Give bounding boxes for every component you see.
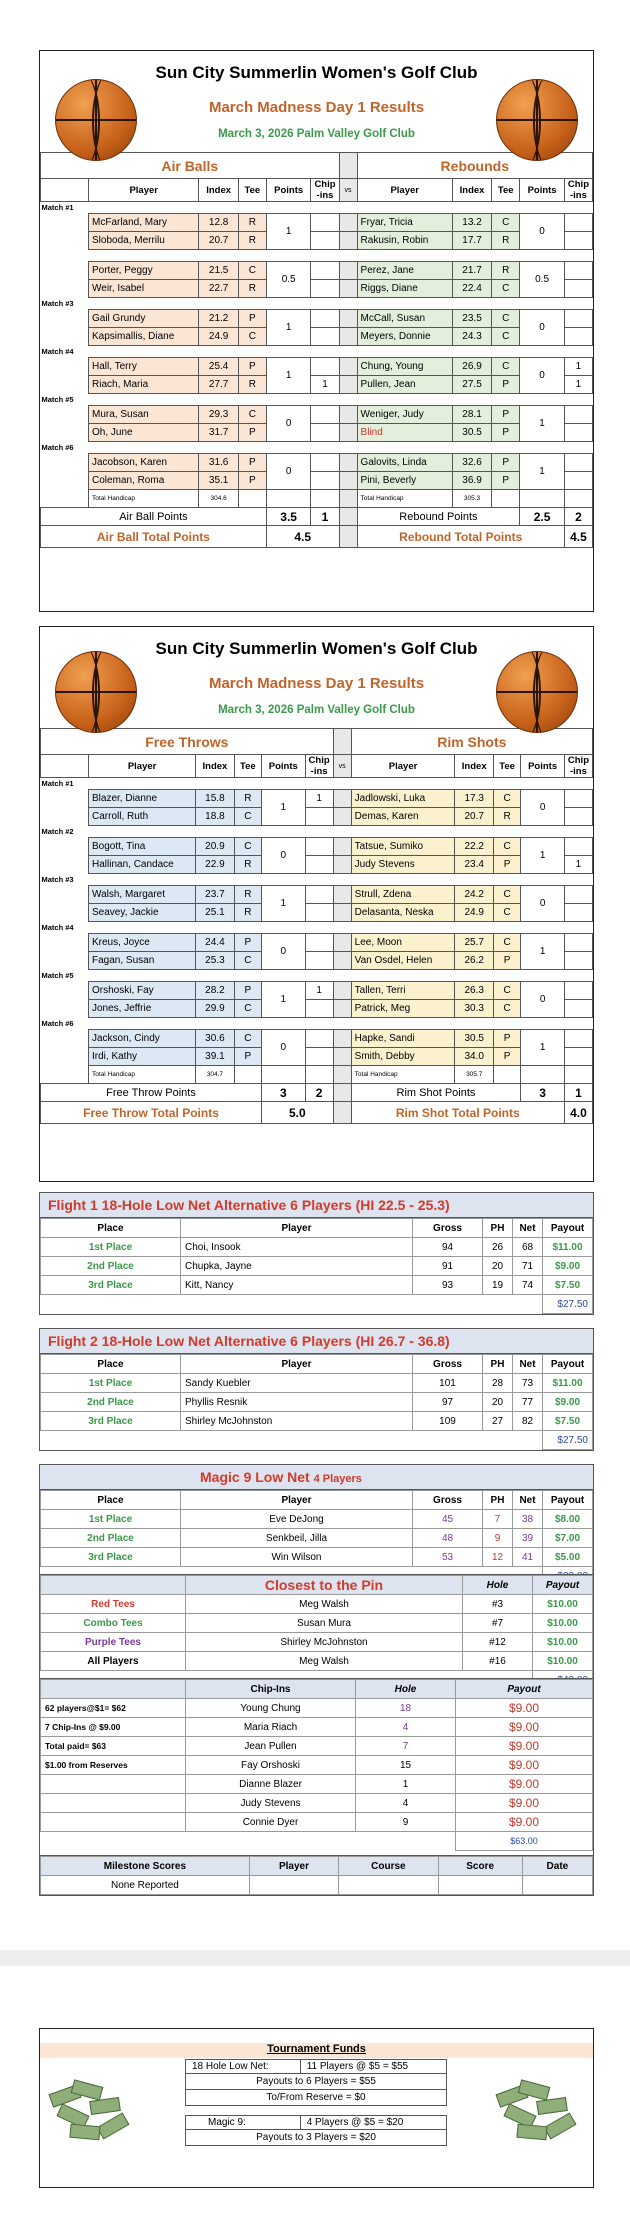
- table-row: 3rd Place Shirley McJohnston 109 27 82 $7.50: [41, 1412, 593, 1431]
- table-row: Weir, Isabel 22.7 R Riggs, Diane 22.4 C: [41, 280, 593, 298]
- match-label: Match #6: [41, 1019, 74, 1028]
- table-row: 1st Place Sandy Kuebler 101 28 73 $11.00: [41, 1374, 593, 1393]
- magic-9-table: Place Player Gross PH Net Payout 1st Place Eve DeJong 45 7 38 $8.00 2nd Place Senkbeil, Jilla 48 9 39 $7.00 3rd Place Win Wilson 53 12 41 $5.00: [40, 1490, 593, 1586]
- table-row: Combo Tees Susan Mura #7 $10.00: [41, 1614, 593, 1633]
- match-label: Match #4: [41, 347, 74, 356]
- table-row: Jackson, Cindy 30.6 C 0 Hapke, Sandi 30.5 P 1: [41, 1030, 593, 1048]
- match-label: Match #6: [41, 443, 74, 452]
- flight-1-panel: [39, 1192, 594, 1315]
- table-row: Mura, Susan 29.3 C 0 Weniger, Judy 28.1 P 1: [41, 406, 593, 424]
- table-row: 2nd Place Chupka, Jayne 91 20 71 $9.00: [41, 1257, 593, 1276]
- table-row: All Players Meg Walsh #16 $10.00: [41, 1652, 593, 1671]
- table-row: Jacobson, Karen 31.6 P 0 Galovits, Linda 32.6 P 1: [41, 454, 593, 472]
- table-row: Jones, Jeffrie 29.9 C Patrick, Meg 30.3 C: [41, 1000, 593, 1018]
- match-label: Match #2: [41, 827, 74, 836]
- table-row: 3rd Place Kitt, Nancy 93 19 74 $7.50: [41, 1276, 593, 1295]
- table-row: Connie Dyer 9 $9.00: [41, 1813, 593, 1832]
- table-row: McFarland, Mary 12.8 R 1 Fryar, Tricia 13.2 C 0: [41, 214, 593, 232]
- flight-2-table: Place Player Gross PH Net Payout 1st Place Sandy Kuebler 101 28 73 $11.00 2nd Place Phyllis Resnik 97 20 77 $9.00 3rd Place Shirley McJohnston 109 27 82 $7.50 $27.50: [40, 1354, 593, 1450]
- milestone-table: Milestone Scores Player Course Score Date None Reported: [40, 1856, 593, 1895]
- table-row: Kreus, Joyce 24.4 P 0 Lee, Moon 25.7 C 1: [41, 934, 593, 952]
- team-left-title: Air Balls: [41, 153, 340, 179]
- funds-title: Tournament Funds: [40, 2043, 593, 2058]
- table-row: $1.00 from Reserves Fay Orshoski 15 $9.00: [41, 1756, 593, 1775]
- table-row: Hall, Terry 25.4 P 1 Chung, Young 26.9 C 0 1: [41, 358, 593, 376]
- table-row: 1st Place Eve DeJong 45 7 38 $8.00: [41, 1510, 593, 1529]
- chipins-panel: [39, 1678, 594, 1864]
- table-row: Dianne Blazer 1 $9.00: [41, 1775, 593, 1794]
- table-row: 62 players@$1= $62 Young Chung 18 $9.00: [41, 1699, 593, 1718]
- match-label: Match #5: [41, 395, 74, 404]
- team-right-title: Rebounds: [357, 153, 592, 179]
- funds-table: 18 Hole Low Net: 11 Players @ $5 = $55 Payouts to 6 Players = $55 To/From Reserve = $0 Magic 9: 4 Players @ $5 = $20 Payouts to 3 Players = $20: [185, 2059, 447, 2146]
- table-row: Walsh, Margaret 23.7 R 1 Strull, Zdena 24.2 C 0: [41, 886, 593, 904]
- table-row: Porter, Peggy 21.5 C 0.5 Perez, Jane 21.7 R 0.5: [41, 262, 593, 280]
- table-row: Orshoski, Fay 28.2 P 1 1 Tallen, Terri 26.3 C 0: [41, 982, 593, 1000]
- table-row: Red Tees Meg Walsh #3 $10.00: [41, 1595, 593, 1614]
- table-row: Blazer, Dianne 15.8 R 1 1 Jadlowski, Luka 17.3 C 0: [41, 790, 593, 808]
- table-row: Riach, Maria 27.7 R 1 Pullen, Jean 27.5 P 1: [41, 376, 593, 394]
- flight-2-panel: [39, 1328, 594, 1451]
- ctp-table: Closest to the Pin Hole Payout Red Tees Meg Walsh #3 $10.00 Combo Tees Susan Mura #7 $10.00 Purple Tees Shirley McJohnston #12 $10.00 All Players Meg Walsh #16 $10.00: [40, 1575, 593, 1690]
- club-title: Sun City Summerlin Women's Golf Club: [155, 63, 478, 82]
- table-row: Coleman, Roma 35.1 P Pini, Beverly 36.9 P: [41, 472, 593, 490]
- basketball-icon: [55, 651, 137, 733]
- ctp-panel: [39, 1574, 594, 1691]
- table-row: Hallinan, Candace 22.9 R Judy Stevens 23.4 P 1: [41, 856, 593, 874]
- table-row: 2nd Place Phyllis Resnik 97 20 77 $9.00: [41, 1393, 593, 1412]
- results-title: March Madness Day 1 Results: [208, 675, 425, 692]
- table-row: Gail Grundy 21.2 P 1 McCall, Susan 23.5 C 0: [41, 310, 593, 328]
- basketball-icon: [496, 79, 578, 161]
- chipins-table: Chip-Ins Hole Payout 62 players@$1= $62 Young Chung 18 $9.00 7 Chip-Ins @ $9.00 Maria Riach 4 $9.00 Total paid= $63 Jean Pullen 7 $9.00 $1.00 from Reserves Fay Orshoski 15 $9.00 Dianne Blazer 1 $9.00 Judy Stevens 4 $9.00 Connie Dyer 9 $9.00 $63.00: [40, 1679, 593, 1863]
- funds-panel: [39, 2028, 594, 2188]
- table-row: Seavey, Jackie 25.1 R Delasanta, Neska 24.9 C: [41, 904, 593, 922]
- basketball-icon: [55, 79, 137, 161]
- match-table: Free Throws Rim Shots Player Index Tee Points Chip -ins vs Player Index Tee Points Chip -ins Match #1 Blazer, Dianne 15.8 R 1 1 Jadlowski, Luka 17.3 C 0 Carroll, Ruth 18.8 C Demas, Karen 20.7 R Match #2 Bogott, Tina 20.9 C 0 Tatsue, Sumiko 22.2 C 1 Hallinan, Candace 22.9 R Judy Stevens 23.4 P 1 Match #3 Walsh, Margaret 23.7 R 1 Strull, Zdena 24.2 C 0 Seavey, Jackie 25.1 R Delasanta, Neska 24.9 C Match #4 Kreus, Joyce 24.4 P 0 Lee, Moon 25.7 C 1 Fagan, Susan 25.3 C Van Osdel, Helen 26.2 P Match #5 Orshoski, Fay 28.2 P 1 1 Tallen, Terri 26.3 C 0 Jones, Jeffrie 29.9 C Patrick, Meg 30.3 C Match #6 Jackson, Cindy 30.6 C 0 Hapke, Sandi 30.5 P 1 Irdi, Kathy 39.1 P Smith, Debby 34.0 P Total Handicap 304.7 Total Handicap 305.7 Free Throw Points 3 2 Rim Shot Points 3 1 Free Throw Total Points 5.0 Rim Shot Total Points 4.0: [40, 728, 593, 1124]
- page-break: [0, 1950, 630, 1966]
- match-label: [41, 250, 593, 262]
- table-row: Irdi, Kathy 39.1 P Smith, Debby 34.0 P: [41, 1048, 593, 1066]
- table-row: 7 Chip-Ins @ $9.00 Maria Riach 4 $9.00: [41, 1718, 593, 1737]
- table-row: Total paid= $63 Jean Pullen 7 $9.00: [41, 1737, 593, 1756]
- match-label: Match #3: [41, 299, 74, 308]
- team-right-title: Rim Shots: [351, 729, 592, 755]
- event-date: March 3, 2026 Palm Valley Golf Club: [218, 704, 415, 716]
- table-row: Fagan, Susan 25.3 C Van Osdel, Helen 26.2 P: [41, 952, 593, 970]
- team-left-title: Free Throws: [41, 729, 334, 755]
- flight-1-title: Flight 1 18-Hole Low Net Alternative 6 Players (HI 22.5 - 25.3): [40, 1193, 593, 1218]
- event-date: March 3, 2026 Palm Valley Golf Club: [218, 128, 415, 140]
- table-row: 2nd Place Senkbeil, Jilla 48 9 39 $7.00: [41, 1529, 593, 1548]
- money-icon: [497, 2079, 583, 2141]
- table-row: Bogott, Tina 20.9 C 0 Tatsue, Sumiko 22.2 C 1: [41, 838, 593, 856]
- results-sheet-1: [39, 50, 594, 612]
- match-label: Match #4: [41, 923, 74, 932]
- magic-9-panel: [39, 1464, 594, 1587]
- table-row: 3rd Place Win Wilson 53 12 41 $5.00: [41, 1548, 593, 1567]
- table-row: Sloboda, Merrilu 20.7 R Rakusin, Robin 17.7 R: [41, 232, 593, 250]
- table-row: 1st Place Choi, Insook 94 26 68 $11.00: [41, 1238, 593, 1257]
- results-title: March Madness Day 1 Results: [208, 99, 425, 116]
- match-label: Match #3: [41, 875, 74, 884]
- club-title: Sun City Summerlin Women's Golf Club: [155, 639, 478, 658]
- basketball-icon: [496, 651, 578, 733]
- table-row: Judy Stevens 4 $9.00: [41, 1794, 593, 1813]
- flight-2-title: Flight 2 18-Hole Low Net Alternative 6 Players (HI 26.7 - 36.8): [40, 1329, 593, 1354]
- flight-1-table: Place Player Gross PH Net Payout 1st Place Choi, Insook 94 26 68 $11.00 2nd Place Chupka, Jayne 91 20 71 $9.00 3rd Place Kitt, Nancy 93 19 74 $7.50 $27.50: [40, 1218, 593, 1314]
- match-label: Match #1: [41, 203, 74, 212]
- milestone-panel: [39, 1855, 594, 1896]
- match-table: Air Balls Rebounds Player Index Tee Points Chip -ins vs Player Index Tee Points Chip -ins Match #1 McFarland, Mary 12.8 R 1 Fryar, Tricia 13.2 C 0 Sloboda, Merrilu 20.7 R Rakusin, Robin 17.7 R Porter, Peggy 21.5 C 0.5 Perez, Jane 21.7 R 0.5 Weir, Isabel 22.7 R Riggs, Diane 22.4 C Match #3 Gail Grundy 21.2 P 1 McCall, Susan 23.5 C 0 Kapsimallis, Diane 24.9 C Meyers, Donnie 24.3 C Match #4 Hall, Terry 25.4 P 1 Chung, Young 26.9 C 0 1 Riach, Maria 27.7 R 1 Pullen, Jean 27.5 P 1 Match #5 Mura, Susan 29.3 C 0 Weniger, Judy 28.1 P 1 Oh, June 31.7 P Blind 30.5 P Match #6 Jacobson, Karen 31.6 P 0 Galovits, Linda 32.6 P 1 Coleman, Roma 35.1 P Pini, Beverly 36.9 P Total Handicap 304.6 Total Handicap 305.3 Air Ball Points 3.5 1 Rebound Points 2.5 2 Air Ball Total Points 4.5 Rebound Total Points 4.5: [40, 152, 593, 548]
- table-row: Purple Tees Shirley McJohnston #12 $10.00: [41, 1633, 593, 1652]
- match-label: Match #1: [41, 779, 74, 788]
- table-row: Carroll, Ruth 18.8 C Demas, Karen 20.7 R: [41, 808, 593, 826]
- results-sheet-2: [39, 626, 594, 1182]
- money-icon: [50, 2079, 136, 2141]
- match-label: Match #5: [41, 971, 74, 980]
- table-row: Oh, June 31.7 P Blind 30.5 P: [41, 424, 593, 442]
- table-row: Kapsimallis, Diane 24.9 C Meyers, Donnie 24.3 C: [41, 328, 593, 346]
- magic-9-title: Magic 9 Low Net 4 Players: [40, 1465, 593, 1490]
